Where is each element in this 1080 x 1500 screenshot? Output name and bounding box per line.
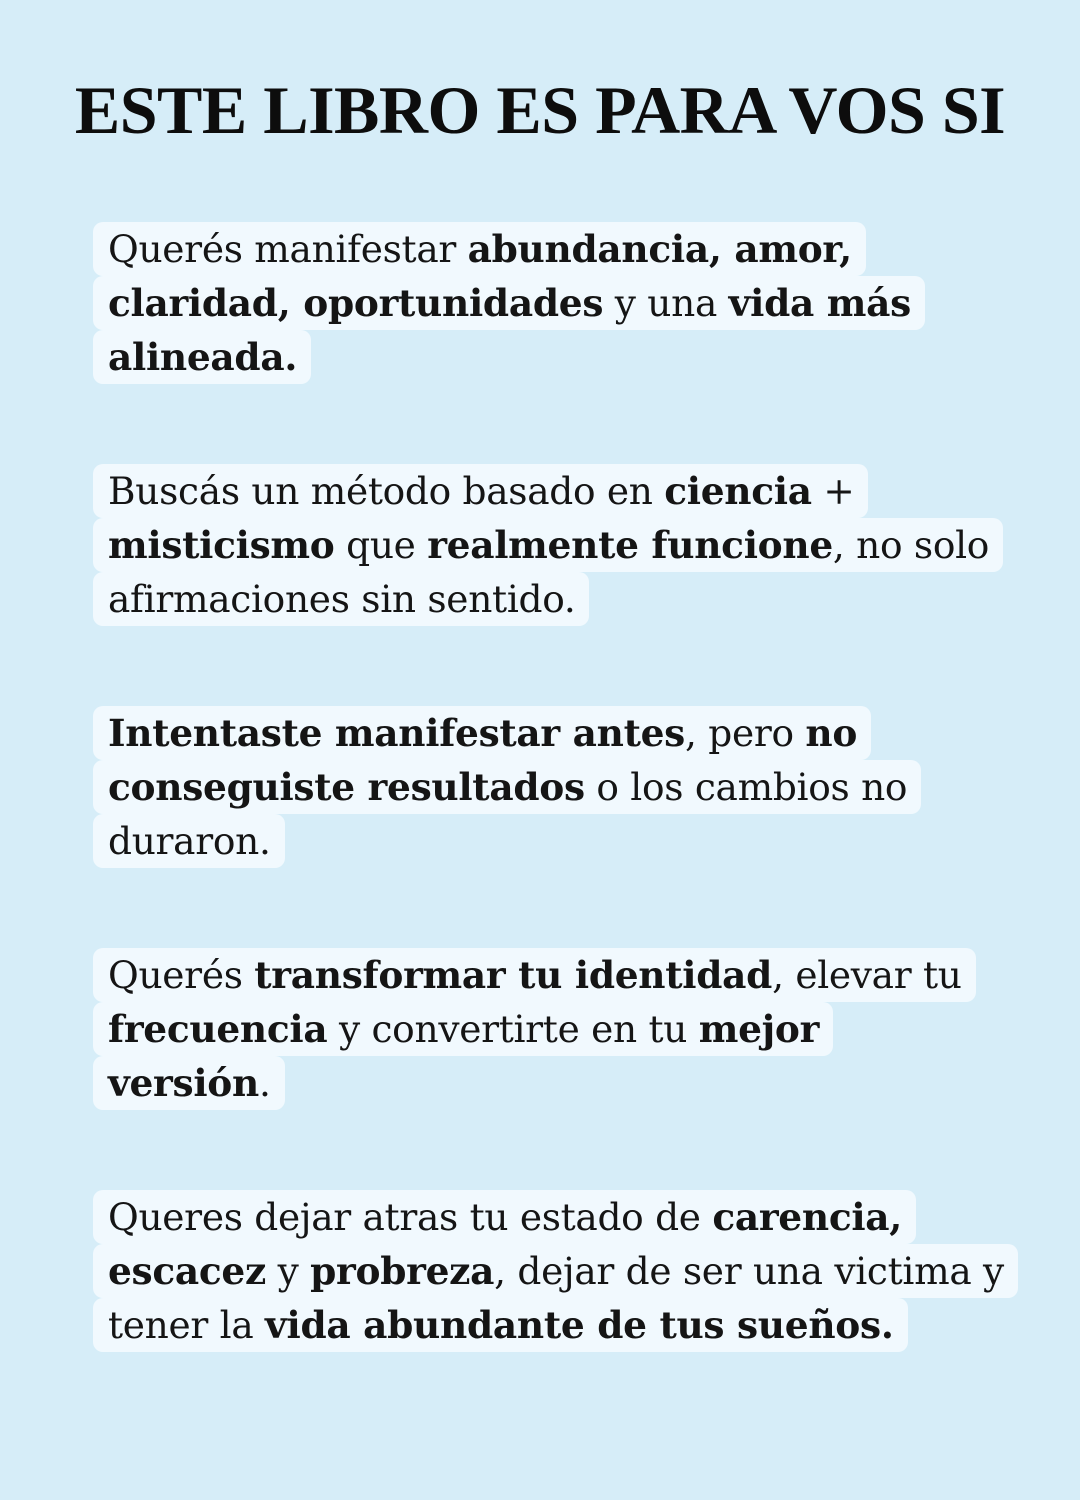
bold-text: alineada. [108,335,298,379]
reason-line [93,1056,1043,1110]
reason-line [93,464,1043,518]
reason-item [93,948,1043,1110]
regular-text: , elevar tu [772,953,962,997]
reason-line [93,1298,1043,1352]
reason-line [93,948,1043,1002]
bold-text: mejor [698,1007,820,1051]
bold-text: Intentaste manifestar antes [108,711,685,755]
highlighted-text [93,276,925,330]
bold-text: vida abundante de tus sueños. [265,1303,894,1347]
regular-text: Querés [108,953,255,997]
reason-line [93,1190,1043,1244]
regular-text: y una [603,281,729,325]
bold-text: no [805,711,858,755]
reason-line [93,1244,1043,1298]
highlighted-text [93,1190,916,1244]
reason-line [93,760,1043,814]
regular-text: afirmaciones sin sentido. [108,577,576,621]
reason-item [93,464,1043,626]
reason-item [93,706,1043,868]
highlighted-text [93,464,868,518]
highlighted-text [93,706,871,760]
highlighted-text [93,814,285,868]
highlighted-text [93,572,589,626]
reason-line [93,706,1043,760]
highlighted-text [93,1298,908,1352]
highlighted-text [93,518,1003,572]
regular-text: o los cambios no [584,765,908,809]
regular-text: + [811,469,855,513]
regular-text: , pero [685,711,806,755]
regular-text: y [266,1249,311,1293]
bold-text: escacez [108,1249,266,1293]
bold-text: transformar tu identidad [254,953,773,997]
bold-text: frecuencia [108,1007,328,1051]
bold-text: probreza [310,1249,495,1293]
reason-item [93,1190,1043,1352]
bold-text: carencia, [712,1195,903,1239]
regular-text: Buscás un método basado en [108,469,665,513]
reason-line [93,222,1043,276]
bold-text: conseguiste resultados [108,765,585,809]
reason-line [93,330,1043,384]
reason-line [93,518,1043,572]
bold-text: misticismo [108,523,335,567]
page-title: ESTE LIBRO ES PARA VOS SI [74,72,1006,148]
regular-text: duraron. [108,819,271,863]
highlighted-text [93,1244,1018,1298]
bold-text: realmente funcione [427,523,833,567]
highlighted-text [93,330,311,384]
highlighted-text [93,222,866,276]
regular-text: y convertirte en tu [327,1007,699,1051]
reasons-list [93,222,1043,1432]
reason-item [93,222,1043,384]
regular-text: tener la [108,1303,266,1347]
reason-line [93,572,1043,626]
regular-text: , no solo [832,523,990,567]
bold-text: abundancia, amor, [467,227,852,271]
reason-line [93,814,1043,868]
bold-text: vida más [728,281,911,325]
reason-line [93,1002,1043,1056]
regular-text: . [258,1061,271,1105]
highlighted-text [93,948,976,1002]
highlighted-text [93,1056,285,1110]
regular-text: , dejar de ser una victima y [494,1249,1004,1293]
bold-text: claridad, oportunidades [108,281,604,325]
bold-text: ciencia [664,469,812,513]
highlighted-text [93,1002,833,1056]
regular-text: que [334,523,428,567]
regular-text: Querés manifestar [108,227,468,271]
bold-text: versión [108,1061,259,1105]
regular-text: Queres dejar atras tu estado de [108,1195,713,1239]
highlighted-text [93,760,921,814]
reason-line [93,276,1043,330]
